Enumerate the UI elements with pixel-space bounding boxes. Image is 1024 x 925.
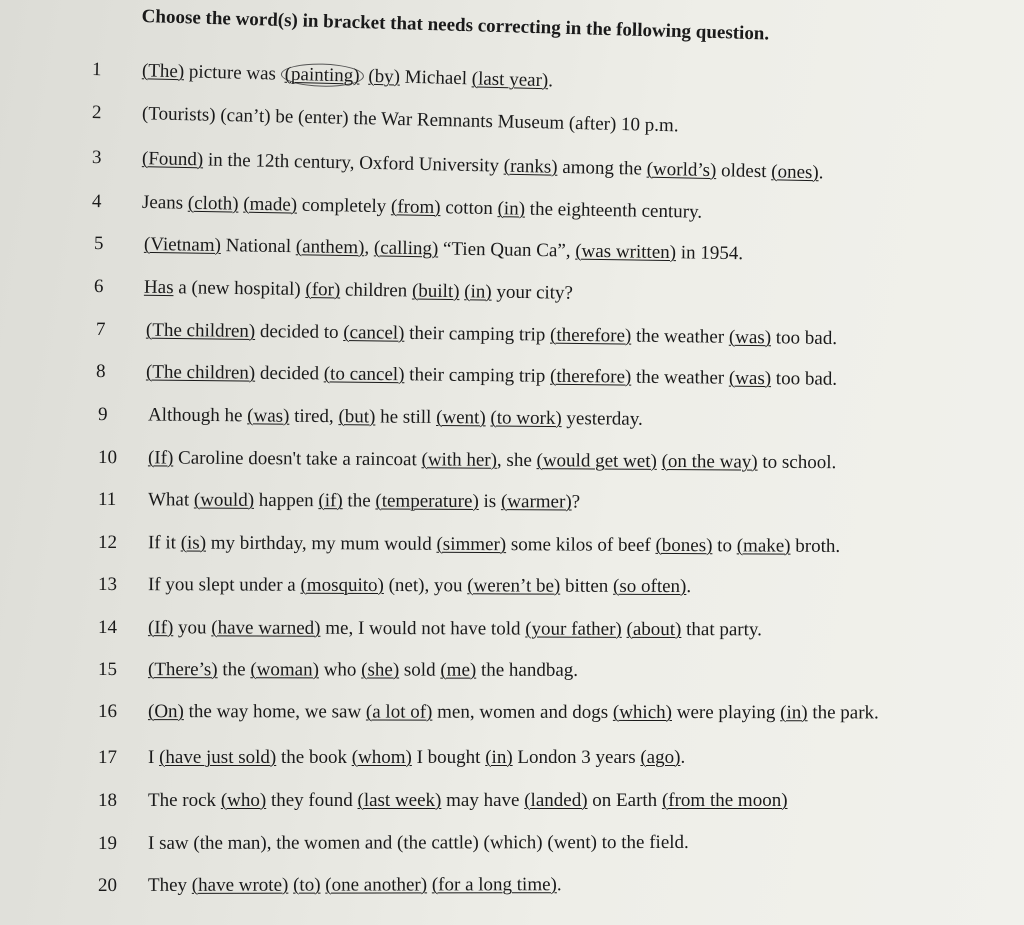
bracketed-option: (was) (728, 367, 772, 390)
instruction-heading: Choose the word(s) in bracket that needs correcting in the following question. (141, 6, 770, 45)
question-fragment: who (318, 659, 362, 681)
bracketed-option: (by) (368, 65, 401, 88)
question-17 (96, 746, 976, 769)
bracketed-option: (would get wet) (536, 450, 657, 472)
question-fragment: too bad. (770, 327, 838, 350)
question-fragment: some kilos of beef (506, 534, 656, 556)
question-fragment: , (364, 237, 375, 259)
bracketed-option: (On) (147, 701, 184, 723)
question-number: 3 (91, 147, 102, 169)
question-text (148, 658, 976, 683)
question-fragment: . (818, 162, 824, 184)
bracketed-option: (warmer) (500, 491, 572, 513)
question-text (148, 531, 976, 559)
bracketed-option: (which) (612, 701, 673, 724)
question-fragment: “Tien Quan Ca”, (438, 238, 576, 262)
question-fragment: their camping trip (404, 322, 551, 346)
question-fragment: Jeans (141, 191, 189, 214)
bracketed-option: (woman) (250, 659, 319, 681)
question-fragment: If it (147, 532, 181, 554)
question-text (142, 59, 970, 102)
bracketed-option: (with her) (421, 449, 498, 471)
question-number: 15 (97, 659, 118, 681)
question-number: 16 (97, 701, 118, 723)
question-fragment: to (712, 535, 737, 557)
bracketed-option: (Vietnam) (143, 233, 222, 257)
question-text (148, 872, 976, 897)
question-text (146, 361, 974, 393)
question-number: 12 (97, 532, 118, 554)
question-fragment: on Earth (587, 790, 662, 811)
question-number: 9 (97, 404, 108, 426)
bracketed-option: (therefore) (549, 324, 632, 347)
question-text (148, 488, 976, 516)
question-fragment: is (478, 491, 502, 513)
bracketed-option: (if) (318, 490, 343, 512)
bracketed-option: (was written) (575, 240, 677, 264)
bracketed-option: (she) (361, 659, 400, 681)
question-fragment: may have (441, 790, 525, 811)
question-number: 19 (97, 832, 118, 854)
question-fragment: decided (255, 362, 324, 385)
question-15 (96, 658, 976, 683)
bracketed-option: (but) (338, 406, 376, 428)
question-text (148, 700, 976, 725)
question-fragment: oldest (716, 160, 772, 183)
question-fragment: the book (276, 747, 352, 768)
question-text (148, 446, 976, 475)
question-fragment: What (147, 489, 194, 511)
question-fragment: the weather (631, 366, 730, 389)
question-fragment: in the 12th century, Oxford University (202, 149, 504, 177)
question-fragment: they found (266, 790, 358, 811)
bracketed-option: (to) (293, 874, 321, 896)
bracketed-option: (your father) (525, 618, 622, 640)
question-fragment: (Tourists) (can’t) be (enter) the War Remnants Museum (after) 10 p.m. (141, 103, 679, 137)
question-fragment: If you slept under a (147, 574, 301, 596)
bracketed-option: (for) (305, 278, 341, 301)
question-7 (94, 318, 974, 352)
question-fragment: the park. (807, 702, 879, 724)
bracketed-option: (landed) (524, 790, 588, 811)
question-fragment: bitten (560, 575, 614, 597)
question-fragment: . (556, 874, 562, 896)
bracketed-option: (cancel) (343, 322, 405, 344)
bracketed-option: (temperature) (375, 490, 479, 513)
bracketed-option: (in) (485, 747, 513, 768)
bracketed-option: Has (143, 276, 174, 299)
question-fragment: tired, (289, 405, 339, 428)
question-8 (94, 360, 974, 392)
question-fragment: the weather (631, 325, 730, 348)
question-fragment: sold (399, 659, 441, 681)
bracketed-option: (for a long time) (431, 874, 557, 896)
question-fragment: The rock (148, 790, 221, 811)
bracketed-option: (The children) (145, 361, 256, 384)
question-number: 20 (97, 874, 118, 896)
bracketed-option: (who) (220, 790, 267, 811)
bracketed-option: (on the way) (661, 450, 758, 473)
question-fragment: decided to (255, 320, 344, 344)
question-number: 8 (95, 361, 106, 383)
question-fragment: I (148, 747, 160, 768)
question-fragment: your city? (491, 281, 574, 304)
bracketed-option: (If) (147, 617, 174, 639)
question-6 (92, 275, 972, 310)
bracketed-option: (me) (440, 659, 477, 681)
bracketed-option: (mosquito) (300, 574, 384, 597)
question-number: 10 (97, 447, 118, 469)
question-number: 13 (97, 574, 118, 596)
question-fragment: among the (557, 156, 647, 180)
question-fragment: yesterday. (561, 408, 643, 430)
question-fragment: , she (496, 449, 537, 472)
bracketed-option: (therefore) (549, 365, 632, 388)
question-fragment: cotton (440, 197, 498, 220)
bracketed-option: (to cancel) (323, 363, 405, 386)
question-fragment: too bad. (770, 368, 838, 390)
question-fragment: Caroline doesn't take a raincoat (173, 447, 422, 471)
bracketed-option: (ago) (640, 747, 681, 768)
question-fragment: that party. (681, 619, 762, 641)
question-fragment: London 3 years (512, 747, 641, 768)
question-fragment: in 1954. (675, 242, 744, 265)
question-fragment: a (new hospital) (173, 277, 306, 300)
question-number: 5 (93, 233, 104, 255)
bracketed-option: (in) (780, 702, 808, 724)
bracketed-option: (weren’t be) (467, 575, 561, 597)
question-fragment: the eighteenth century. (524, 198, 703, 223)
question-fragment: picture was (183, 61, 281, 85)
question-fragment: me, I would not have told (320, 617, 526, 640)
question-fragment: were playing (671, 702, 781, 724)
bracketed-option: (cloth) (187, 192, 239, 215)
question-10 (96, 446, 976, 475)
question-fragment: happen (254, 489, 319, 512)
question-fragment: you (173, 617, 212, 639)
question-fragment: ? (571, 491, 581, 513)
question-fragment: the (217, 659, 251, 681)
question-fragment: children (340, 279, 413, 302)
question-number: 7 (95, 319, 106, 341)
question-text (142, 147, 970, 188)
question-13 (96, 573, 976, 599)
bracketed-option: (would) (193, 489, 255, 511)
bracketed-option: (a lot of) (365, 701, 433, 723)
question-fragment: . (686, 576, 692, 598)
bracketed-option: (Found) (141, 148, 204, 171)
bracketed-option: (There’s) (147, 659, 218, 681)
question-fragment: . (680, 747, 686, 768)
bracketed-option: (painting) (280, 63, 363, 88)
bracketed-option: (simmer) (436, 533, 507, 556)
bracketed-option: (made) (243, 193, 298, 216)
question-fragment: (net), you (383, 575, 468, 597)
bracketed-option: (last week) (357, 790, 442, 811)
bracketed-option: (went) (436, 406, 486, 429)
question-text (148, 616, 976, 642)
question-5 (92, 232, 972, 269)
bracketed-option: (is) (180, 532, 207, 554)
bracketed-option: (so often) (613, 575, 687, 598)
bracketed-option: (The) (141, 60, 185, 83)
question-4 (90, 190, 970, 229)
question-text (146, 319, 974, 352)
question-number: 17 (98, 747, 117, 768)
bracketed-option: (calling) (373, 237, 439, 260)
question-text (148, 789, 976, 812)
question-text (148, 746, 976, 769)
question-text (148, 573, 976, 599)
bracketed-option: (one another) (325, 874, 428, 896)
question-text (142, 191, 970, 229)
bracketed-option: (anthem) (295, 236, 365, 259)
question-20 (96, 872, 976, 897)
bracketed-option: (was) (247, 405, 290, 427)
bracketed-option: (world’s) (646, 158, 717, 182)
question-fragment: their camping trip (404, 364, 551, 387)
bracketed-option: (to work) (490, 407, 562, 430)
bracketed-option: (built) (411, 280, 460, 303)
question-fragment: I bought (411, 747, 486, 768)
question-11 (96, 488, 976, 516)
bracketed-option: (from) (390, 196, 441, 219)
question-fragment: I saw (the man), the women and (the cattle) (which) (went) to the field. (147, 831, 689, 854)
question-fragment: They (147, 874, 192, 896)
question-19 (96, 830, 976, 855)
question-fragment: the way home, we saw (183, 701, 366, 723)
question-18 (96, 789, 976, 812)
question-number: 14 (97, 617, 118, 639)
bracketed-option: (The children) (145, 319, 256, 342)
bracketed-option: (in) (497, 198, 526, 220)
question-2 (90, 101, 970, 144)
question-fragment: broth. (790, 535, 841, 557)
question-text (148, 830, 976, 855)
question-fragment: the handbag. (476, 659, 579, 681)
bracketed-option: (whom) (351, 747, 412, 768)
question-fragment: men, women and dogs (432, 701, 613, 723)
bracketed-option: (have wrote) (191, 874, 289, 896)
question-text (142, 102, 970, 144)
question-fragment: Michael (399, 66, 473, 90)
bracketed-option: (from the moon) (661, 790, 788, 811)
question-number: 6 (93, 276, 104, 298)
question-text (148, 403, 976, 433)
bracketed-option: (make) (736, 535, 791, 557)
question-text (144, 276, 972, 311)
question-12 (96, 531, 976, 559)
question-number: 2 (91, 102, 102, 124)
question-fragment: completely (296, 194, 392, 218)
question-1 (90, 58, 970, 103)
bracketed-option: (have warned) (211, 617, 321, 639)
question-number: 18 (98, 790, 117, 811)
bracketed-option: (was) (728, 326, 772, 349)
question-number: 4 (91, 191, 102, 213)
question-fragment: the (342, 490, 376, 512)
question-fragment: National (220, 235, 297, 258)
question-9 (96, 403, 976, 434)
question-number: 11 (97, 489, 117, 511)
question-fragment: to school. (757, 451, 837, 474)
bracketed-option: (bones) (655, 534, 713, 557)
question-fragment: he still (375, 406, 437, 428)
bracketed-option: (last year) (471, 68, 549, 92)
question-fragment: my birthday, my mum would (205, 532, 437, 555)
bracketed-option: (ranks) (503, 155, 558, 178)
question-fragment: . (547, 70, 554, 92)
question-16 (96, 700, 976, 725)
question-number: 1 (91, 59, 102, 81)
bracketed-option: (in) (464, 281, 492, 303)
question-14 (96, 616, 976, 642)
bracketed-option: (If) (147, 447, 174, 469)
bracketed-option: (have just sold) (159, 747, 277, 768)
question-3 (90, 146, 970, 188)
bracketed-option: (about) (626, 618, 682, 641)
question-text (144, 233, 972, 269)
question-fragment: Although he (147, 404, 248, 427)
bracketed-option: (ones) (771, 161, 819, 184)
